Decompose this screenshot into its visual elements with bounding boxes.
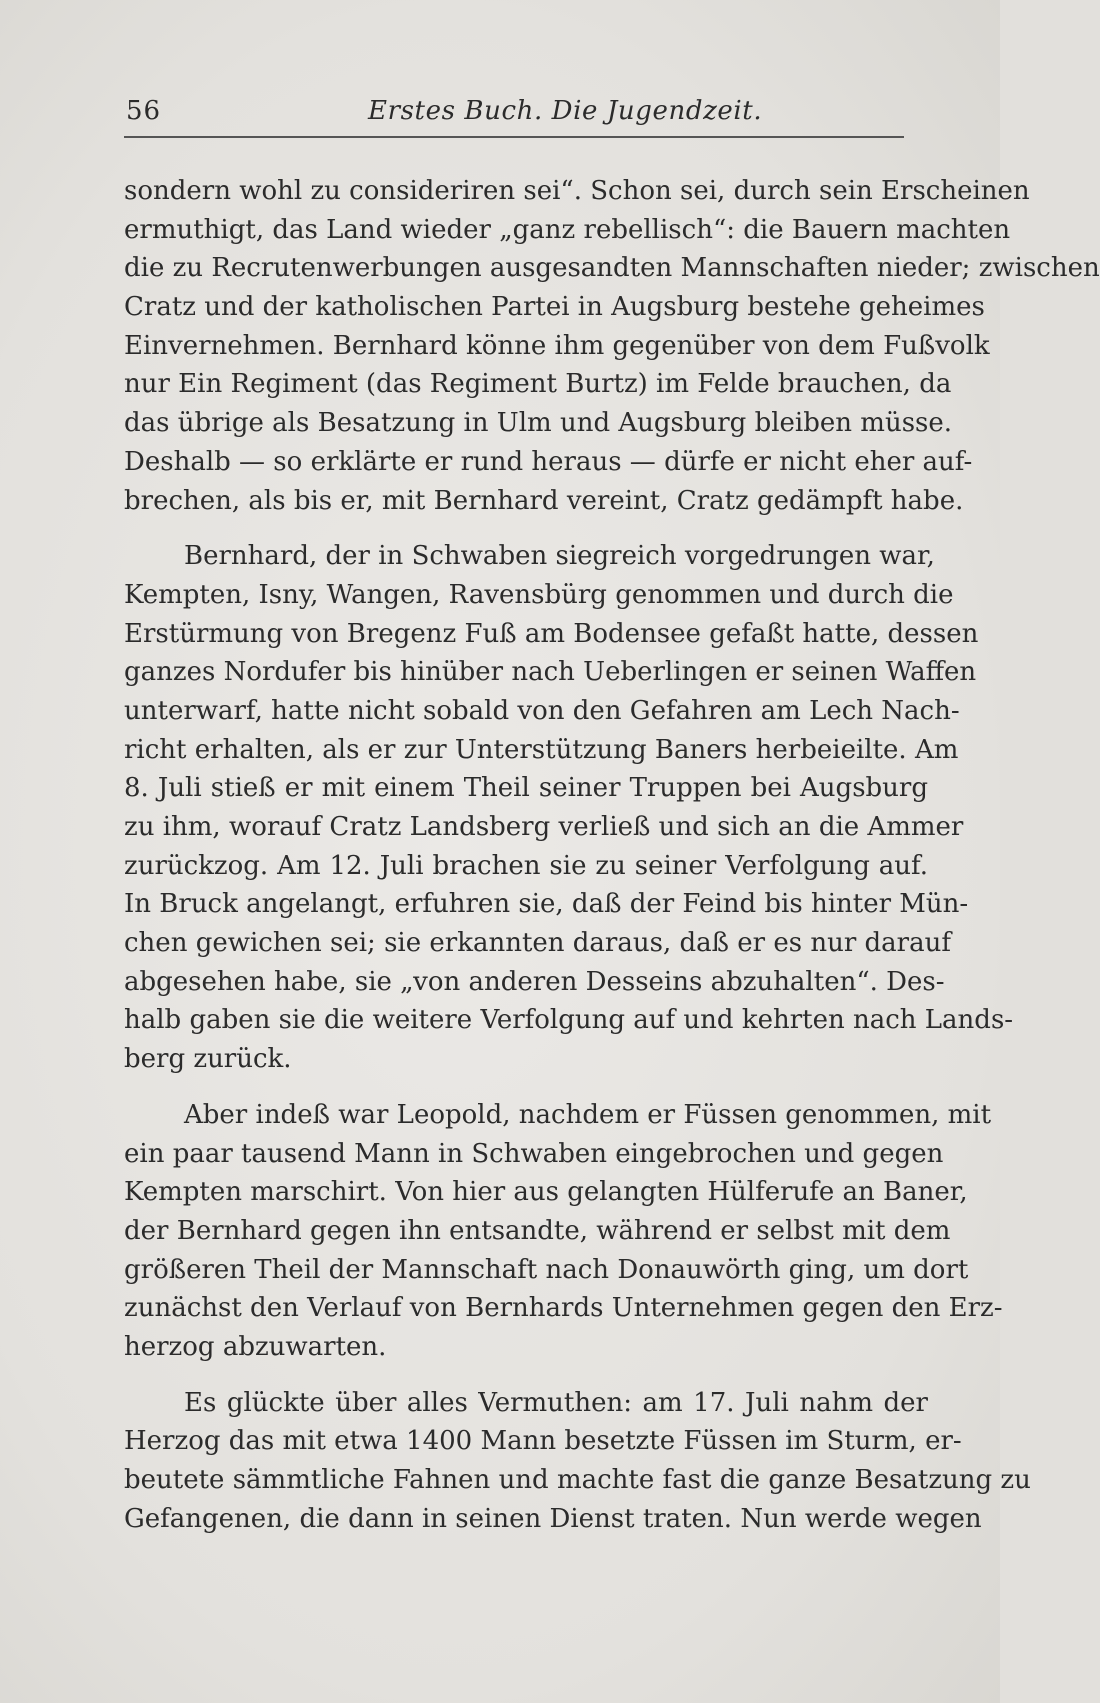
text-line: In Bruck angelangt, erfuhren sie, daß der Feind bis hinter Mün- <box>124 889 969 920</box>
text-line: Erstürmung von Bregenz Fuß am Bodensee gefaßt hatte, dessen <box>124 618 979 649</box>
text-line: Es glückte über alles Vermuthen: am 17. Juli nahm der <box>184 1387 928 1418</box>
text-line: Gefangenen, die dann in seinen Dienst traten. Nun werde wegen <box>124 1503 982 1534</box>
text-line: ganzes Nordufer bis hinüber nach Ueberlingen er seinen Waffen <box>124 657 977 688</box>
text-line: größeren Theil der Mannschaft nach Donauwörth ging, um dort <box>124 1254 969 1285</box>
text-line: Kempten, Isny, Wangen, Ravensbürg genommen und durch die <box>124 579 954 610</box>
text-line: Einvernehmen. Bernhard könne ihm gegenüber von dem Fußvolk <box>124 330 990 361</box>
text-line: Kempten marschirt. Von hier aus gelangten Hülferufe an Baner, <box>124 1177 968 1208</box>
running-head: Erstes Buch. Die Jugendzeit. <box>368 96 763 126</box>
text-line: der Bernhard gegen ihn entsandte, während er selbst mit dem <box>124 1215 951 1246</box>
text-line: Deshalb — so erklärte er rund heraus — dürfe er nicht eher auf- <box>124 446 973 477</box>
text-line: das übrige als Besatzung in Ulm und Augsburg bleiben müsse. <box>124 408 953 439</box>
text-line: Aber indeß war Leopold, nachdem er Füssen genommen, mit <box>184 1099 992 1130</box>
text-line: halb gaben sie die weitere Verfolgung auf und kehrten nach Lands- <box>124 1005 1014 1036</box>
text-line: zunächst den Verlauf von Bernhards Unternehmen gegen den Erz- <box>124 1293 1003 1324</box>
text-line: brechen, als bis er, mit Bernhard vereint, Cratz gedämpft habe. <box>124 485 964 516</box>
text-line: Herzog das mit etwa 1400 Mann besetzte Füssen im Sturm, er- <box>124 1426 962 1457</box>
paragraph-spacer <box>124 1367 928 1384</box>
text-line: abgesehen habe, sie „von anderen Desseins abzuhalten“. Des- <box>124 966 945 997</box>
text-line: zurückzog. Am 12. Juli brachen sie zu seiner Verfolgung auf. <box>124 850 928 881</box>
paragraph-spacer <box>124 520 928 537</box>
text-line: herzog abzuwarten. <box>124 1331 387 1362</box>
text-line: sondern wohl zu consideriren sei“. Schon sei, durch sein Erscheinen <box>124 176 1030 206</box>
header-rule <box>124 136 904 138</box>
text-line: richt erhalten, als er zur Unterstützung Baners herbeieilte. Am <box>124 734 959 765</box>
text-line: Cratz und der katholischen Partei in Augsburg bestehe geheimes <box>124 292 985 323</box>
text-line: ermuthigt, das Land wieder „ganz rebellisch“: die Bauern machten <box>124 214 1011 245</box>
paragraph <box>124 1384 1031 1539</box>
body-text <box>124 172 1100 1538</box>
paragraph <box>124 1096 1003 1367</box>
text-line: unterwarf, hatte nicht sobald von den Gefahren am Lech Nach- <box>124 695 960 726</box>
text-line: die zu Recrutenwerbungen ausgesandten Mannschaften nieder; zwischen <box>124 253 1100 284</box>
paragraph <box>124 537 1014 1079</box>
text-line: zu ihm, worauf Cratz Landsberg verließ und sich an die Ammer <box>124 812 964 842</box>
text-line: beutete sämmtliche Fahnen und machte fast die ganze Besatzung zu <box>124 1465 1031 1495</box>
text-line: ein paar tausend Mann in Schwaben eingebrochen und gegen <box>124 1138 944 1169</box>
text-line: chen gewichen sei; sie erkannten daraus, daß er es nur darauf <box>124 928 951 959</box>
text-line: nur Ein Regiment (das Regiment Burtz) im Felde brauchen, da <box>124 369 952 400</box>
page-header <box>124 96 904 136</box>
text-line: 8. Juli stieß er mit einem Theil seiner Truppen bei Augsburg <box>124 773 928 804</box>
text-line: Bernhard, der in Schwaben siegreich vorgedrungen war, <box>184 541 935 572</box>
paragraph <box>124 172 1100 520</box>
paragraph-spacer <box>124 1079 928 1096</box>
text-line: berg zurück. <box>124 1044 292 1075</box>
page-number: 56 <box>126 96 162 126</box>
